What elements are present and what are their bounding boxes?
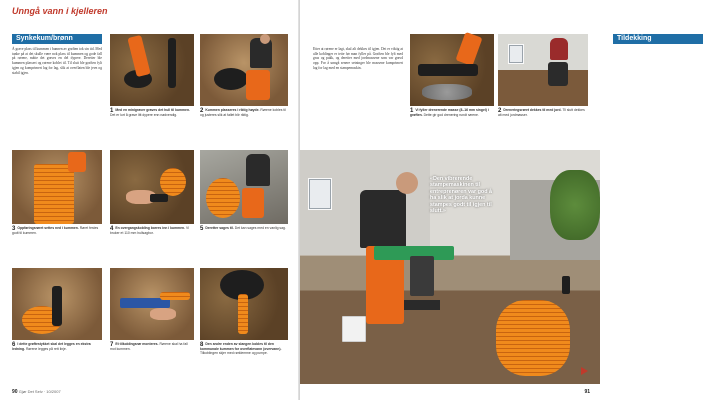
photo-7-connector: [110, 268, 194, 340]
worker-torso: [246, 154, 270, 186]
photo-5-sawing: [200, 150, 288, 224]
folio-right: 91: [584, 389, 590, 395]
drill: [562, 276, 570, 294]
worker-head: [396, 172, 418, 194]
compactor-foot: [404, 300, 440, 310]
hole-saw: [150, 194, 168, 202]
photo-3-riser-pipe: [12, 150, 102, 224]
kum: [214, 68, 248, 90]
compactor-body: [410, 256, 434, 296]
caption-1: 1 Med en minigraver graves det hull til kummen. Det er lurt å grave litt dypere enn nødvendig.: [110, 108, 190, 118]
photo-6-trench: [12, 268, 102, 340]
pump-hose: [238, 294, 248, 334]
left-body-text: Å grave plass til kummen i bunnen av grøften tok sin tid. Med tanke på at det skulle være nok plass til kummen og gode fall på rørene, måtte det graves en del dypere. Deretter ble kummen plassert og rørene koblet til. Til slutt ble grøften fylt igjen og komprimert lag for lag, slik at overflaten ble jevn og stabil igjen.: [12, 47, 102, 75]
caption-5: 5 Deretter sages til. Det kan sages med en vanlig sag.: [200, 226, 286, 232]
section-title-synkekum: Synkekum/brønn: [12, 34, 102, 44]
photo-r1-filling: [410, 34, 494, 106]
caption-r1: 1 Vi fyller drenerende masse (8–16 mm singel) i grøften. Dette gir god drenering rundt rørene.: [410, 108, 489, 118]
photo-8-municipal-kum: [200, 268, 288, 340]
next-page-arrow-icon[interactable]: [581, 367, 588, 375]
digger-arm: [168, 38, 176, 88]
photo-4-coupling: [110, 150, 194, 224]
caption-r2: 2 Dreneringsrøret dekkes til med jord. Til slutt dekkes alt med jordmasser.: [498, 108, 585, 118]
bush: [550, 170, 600, 240]
worker-pants: [455, 32, 482, 66]
orange-pipe: [160, 292, 190, 300]
right-body-text: Etter at rørene er lagt, skal alt dekkes til igjen. Det er viktig at alle koblinger er tette før man fyller på. Grøften ble fylt med grus og pukk, og deretter med jordmassene som var gravd opp. For å unngå senere setninger ble massene komprimert lag for lag med en stampemaskin.: [313, 47, 403, 70]
left-page: [0, 0, 300, 400]
pipe-top: [206, 178, 240, 218]
worker-pants: [242, 188, 264, 218]
caption-2: 2 Kummen plasseres i riktig høyde. Rørene kobles til og justeres slik at fallet blir riktig.: [200, 108, 286, 118]
coupling: [160, 168, 186, 196]
folio-left: 90 Gjør Det Selv · 10/2007: [12, 389, 61, 395]
coiled-drain-pipe: [496, 300, 570, 376]
worker-torso: [360, 190, 406, 248]
photo-1-digger: [110, 34, 194, 106]
hand: [150, 308, 176, 320]
pull-quote: «Den vibrerende stampemaskinen til entreprenøren var god å ha slik at jorda kunne stampes godt til igjen til slutt.»: [430, 176, 493, 215]
worker-leg: [68, 152, 86, 172]
caption-4: 4 En overgangskobling borres inn i kummen. Vi bruker et 110 mm hullsagbor.: [110, 226, 189, 236]
worker-head: [260, 34, 270, 44]
worker-pants: [548, 62, 568, 86]
worker-torso: [550, 38, 568, 60]
house-window: [308, 178, 332, 210]
house-window: [508, 44, 524, 64]
gravel: [422, 84, 472, 100]
photo-r2-covering: [498, 34, 588, 106]
shovel: [52, 286, 62, 326]
caption-8: 8 Den andre enden av slangen kobles til den kommunale kummen for overflatevann (overvann). Tilkoblingen skjer med rørklemme og pumpe.: [200, 342, 282, 356]
photo-2-kum-placement: [200, 34, 288, 106]
bucket: [342, 316, 366, 342]
section-title-tildekking: Tildekking: [613, 34, 703, 44]
caption-3: 3 Oppføringsrøret settes ned i kummen. Røret festes godt til kummen.: [12, 226, 99, 236]
caption-7: 7 Et tilkoblingsrør monteres. Rørene skal ha fall mot kummen.: [110, 342, 188, 352]
drain-pipe: [418, 64, 478, 76]
riser-pipe: [34, 164, 74, 224]
worker-pants: [246, 70, 270, 100]
caption-6: 6 I dette grøftestykket skal det legges en ekstra ledning. Rørene legges på rett linje.: [12, 342, 91, 352]
running-head: Unngå vann i kjelleren: [12, 6, 108, 16]
